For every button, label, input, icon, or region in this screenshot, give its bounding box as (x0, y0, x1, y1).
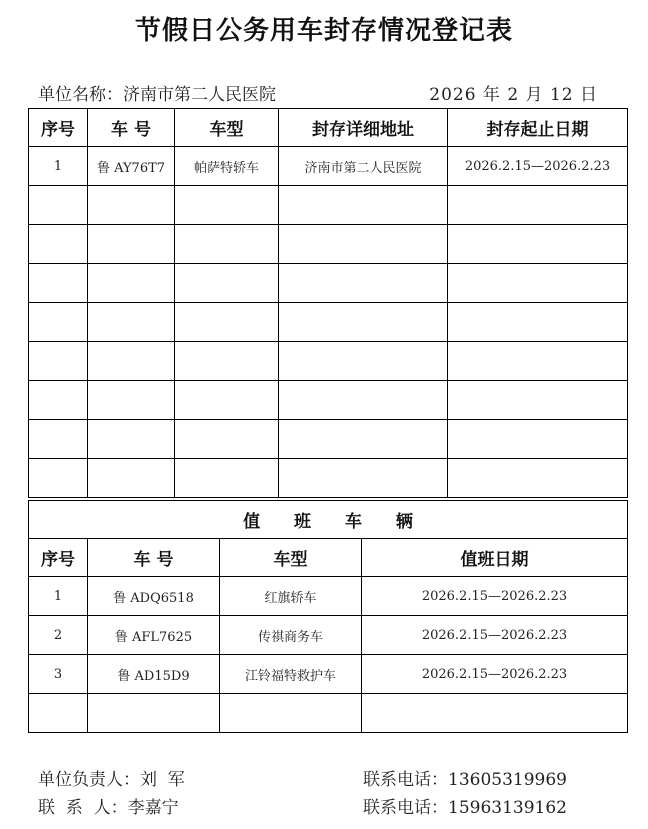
header-index: 序号 (29, 539, 88, 577)
cell-model (175, 225, 279, 264)
cell-plate (88, 381, 175, 420)
cell-plate: 鲁 ADQ6518 (88, 577, 220, 616)
leader-phone-label: 联系电话： (363, 770, 448, 790)
cell-model (175, 342, 279, 381)
table-band-row (29, 501, 628, 539)
header-duty-date: 值班日期 (362, 539, 628, 577)
cell-model (175, 381, 279, 420)
cell-plate (88, 694, 220, 733)
table-row (29, 186, 628, 225)
table-row (29, 342, 628, 381)
leader-phone-block (363, 765, 567, 790)
cell-date-range (448, 459, 628, 498)
cell-address (279, 381, 448, 420)
leader-phone: 13605319969 (448, 770, 567, 790)
cell-plate: 鲁 AFL7625 (88, 616, 220, 655)
contact-phone: 15963139162 (448, 798, 567, 818)
cell-model (220, 694, 362, 733)
table-row (29, 459, 628, 498)
cell-index (29, 264, 88, 303)
cell-date-range (448, 264, 628, 303)
unit-line (38, 80, 618, 105)
cell-plate (88, 342, 175, 381)
table-header-row (29, 539, 628, 577)
cell-address (279, 459, 448, 498)
table-row (29, 264, 628, 303)
cell-date-range (448, 342, 628, 381)
cell-index (29, 225, 88, 264)
cell-model (175, 303, 279, 342)
cell-index (29, 694, 88, 733)
cell-model (175, 186, 279, 225)
leader-name: 刘 军 (140, 770, 185, 790)
header-model: 车型 (220, 539, 362, 577)
header-plate: 车 号 (88, 109, 175, 147)
cell-index (29, 303, 88, 342)
cell-date-range (448, 381, 628, 420)
report-date: 2026 年 2 月 12 日 (429, 85, 598, 105)
cell-model (175, 420, 279, 459)
cell-plate (88, 225, 175, 264)
cell-index: 2 (29, 616, 88, 655)
header-model: 车型 (175, 109, 279, 147)
contact-name: 李嘉宁 (127, 798, 179, 818)
cell-address (279, 186, 448, 225)
cell-model: 红旗轿车 (220, 577, 362, 616)
footer-contact-line (38, 793, 618, 818)
cell-index (29, 342, 88, 381)
cell-plate: 鲁 AY76T7 (88, 147, 175, 186)
table-row (29, 303, 628, 342)
cell-address (279, 225, 448, 264)
cell-address (279, 303, 448, 342)
header-plate: 车 号 (88, 539, 220, 577)
table-row (29, 655, 628, 694)
cell-date-range (448, 303, 628, 342)
unit-name: 济南市第二人民医院 (123, 85, 276, 105)
cell-date-range (448, 186, 628, 225)
cell-model: 江铃福特救护车 (220, 655, 362, 694)
cell-duty-date: 2026.2.15—2026.2.23 (362, 577, 628, 616)
table-row (29, 420, 628, 459)
cell-index (29, 381, 88, 420)
cell-model (175, 459, 279, 498)
cell-index: 3 (29, 655, 88, 694)
cell-address (279, 420, 448, 459)
cell-model: 帕萨特轿车 (175, 147, 279, 186)
contact-phone-block (363, 793, 567, 818)
cell-plate (88, 186, 175, 225)
cell-index (29, 420, 88, 459)
table-row (29, 694, 628, 733)
cell-duty-date: 2026.2.15—2026.2.23 (362, 616, 628, 655)
sealed-vehicles-table (28, 108, 628, 498)
cell-index (29, 186, 88, 225)
header-date-range: 封存起止日期 (448, 109, 628, 147)
leader-label: 单位负责人： (38, 770, 140, 790)
cell-date-range (448, 225, 628, 264)
cell-plate (88, 420, 175, 459)
cell-date-range: 2026.2.15—2026.2.23 (448, 147, 628, 186)
duty-band-title: 值 班 车 辆 (29, 501, 628, 539)
cell-index: 1 (29, 147, 88, 186)
table-row (29, 225, 628, 264)
cell-index (29, 459, 88, 498)
cell-address (279, 342, 448, 381)
cell-model (175, 264, 279, 303)
cell-address (279, 264, 448, 303)
cell-address: 济南市第二人民医院 (279, 147, 448, 186)
header-index: 序号 (29, 109, 88, 147)
cell-duty-date: 2026.2.15—2026.2.23 (362, 655, 628, 694)
cell-plate: 鲁 AD15D9 (88, 655, 220, 694)
cell-plate (88, 459, 175, 498)
table-row (29, 616, 628, 655)
cell-plate (88, 303, 175, 342)
header-address: 封存详细地址 (279, 109, 448, 147)
duty-vehicles-table (28, 500, 628, 733)
contact-phone-label: 联系电话： (363, 798, 448, 818)
table-row (29, 381, 628, 420)
cell-duty-date (362, 694, 628, 733)
table-row (29, 147, 628, 186)
page-title: 节假日公务用车封存情况登记表 (134, 16, 513, 46)
unit-label: 单位名称： (38, 85, 123, 105)
cell-index: 1 (29, 577, 88, 616)
table-header-row (29, 109, 628, 147)
footer-leader-line (38, 765, 618, 790)
cell-model: 传祺商务车 (220, 616, 362, 655)
contact-label: 联 系 人： (38, 798, 128, 818)
cell-date-range (448, 420, 628, 459)
table-row (29, 577, 628, 616)
cell-plate (88, 264, 175, 303)
